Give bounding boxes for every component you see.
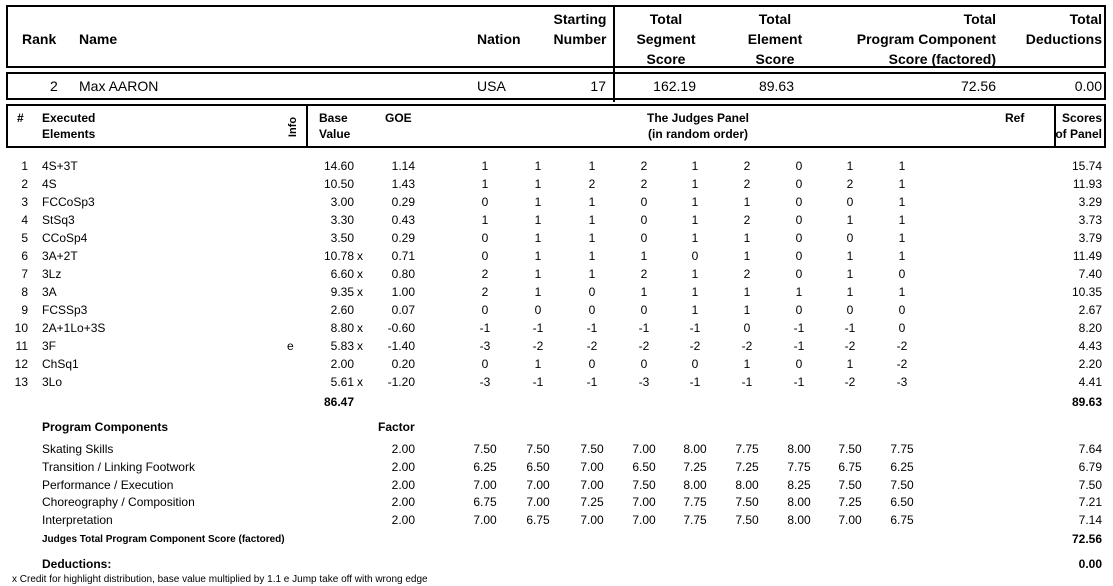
element-code: 2A+1Lo+3S (42, 321, 106, 335)
element-code: 3Lz (42, 267, 62, 281)
element-judge-score: -2 (896, 357, 908, 371)
element-judge-score: 1 (534, 177, 542, 191)
element-judge-score: -1 (586, 375, 598, 389)
element-judge-score: -1 (741, 375, 753, 389)
element-judge-score: 1 (898, 159, 906, 173)
element-code: 4S (42, 177, 57, 191)
element-judge-score: 1 (846, 213, 854, 227)
element-goe: 0.20 (391, 357, 415, 371)
pc-factor: 2.00 (391, 495, 415, 509)
element-judge-score: 1 (640, 285, 648, 299)
pc-judge-score: 7.00 (580, 513, 604, 527)
element-code: 3A (42, 285, 57, 299)
pc-panel-score: 7.14 (1078, 513, 1102, 527)
goe-header: GOE (385, 111, 412, 125)
pc-judge-score: 7.75 (735, 442, 759, 456)
skater-deductions: 0.00 (1074, 78, 1102, 94)
skater-nation: USA (477, 78, 506, 94)
element-judge-score: 1 (846, 357, 854, 371)
element-judge-score: 1 (588, 195, 596, 209)
element-judge-score: 0 (588, 303, 596, 317)
skater-name: Max AARON (79, 78, 159, 94)
element-judge-score: 1 (691, 267, 699, 281)
pc-panel-score: 6.79 (1078, 460, 1102, 474)
element-judge-score: 1 (743, 195, 751, 209)
element-judge-score: 0 (640, 303, 648, 317)
element-judge-score: -1 (532, 321, 544, 335)
pc-judge-score: 6.75 (838, 460, 862, 474)
element-judge-score: 1 (898, 177, 906, 191)
element-base-value: 8.80 (330, 321, 354, 335)
executed-header: Executed Elements (42, 111, 96, 141)
element-base-value: 10.50 (323, 177, 354, 191)
pc-judge-score: 7.00 (473, 513, 497, 527)
pc-judge-score: 6.25 (890, 460, 914, 474)
element-judge-score: 2 (743, 267, 751, 281)
pc-judge-score: 7.25 (735, 460, 759, 474)
element-judge-score: -1 (689, 375, 701, 389)
pc-judge-score: 6.25 (473, 460, 497, 474)
elements-header-box (6, 104, 1106, 148)
element-judge-score: 1 (691, 213, 699, 227)
element-judge-score: 0 (795, 303, 803, 317)
pc-judge-score: 7.50 (632, 478, 656, 492)
elements-base-total: 86.47 (323, 395, 354, 409)
pc-panel-score: 7.21 (1078, 495, 1102, 509)
element-judge-score: 1 (743, 357, 751, 371)
element-judge-score: 0 (481, 303, 489, 317)
element-judge-score: 1 (481, 159, 489, 173)
pc-judge-score: 6.50 (632, 460, 656, 474)
element-code: 3Lo (42, 375, 63, 389)
pc-judge-score: 7.00 (580, 460, 604, 474)
element-panel-score: 15.74 (1071, 159, 1102, 173)
footnote: x Credit for highlight distribution, base value multiplied by 1.1 e Jump take off with wrong edge (12, 574, 428, 585)
pc-judge-score: 7.00 (838, 513, 862, 527)
pc-name: Transition / Linking Footwork (42, 460, 195, 474)
element-judge-score: 0 (640, 195, 648, 209)
pc-factor-label: Factor (378, 420, 415, 434)
element-judge-score: 1 (691, 177, 699, 191)
element-code: 3F (42, 339, 57, 353)
pc-judge-score: 7.50 (735, 495, 759, 509)
element-judge-score: 2 (743, 177, 751, 191)
element-goe: -1.20 (387, 375, 415, 389)
element-panel-score: 2.67 (1078, 303, 1102, 317)
element-number: 2 (21, 177, 28, 191)
element-panel-score: 11.49 (1072, 249, 1102, 263)
element-base-value: 2.00 (330, 357, 354, 371)
element-code: 3A+2T (42, 249, 78, 263)
element-judge-score: 1 (898, 285, 906, 299)
element-code: StSq3 (42, 213, 75, 227)
pc-judge-score: 7.50 (838, 442, 862, 456)
pc-judge-score: 7.50 (735, 513, 759, 527)
tes-label: Total Element Score (747, 11, 803, 67)
element-goe: 0.71 (391, 249, 415, 263)
element-judge-score: 0 (481, 195, 489, 209)
element-judge-score: 2 (743, 159, 751, 173)
element-judge-score: 2 (640, 267, 648, 281)
rank-label: Rank (22, 31, 57, 47)
element-judge-score: -2 (741, 339, 753, 353)
element-judge-score: 1 (846, 159, 854, 173)
element-number: 4 (21, 213, 28, 227)
element-judge-score: 2 (846, 177, 854, 191)
pc-name: Interpretation (42, 513, 113, 527)
element-judge-score: 1 (534, 357, 542, 371)
pc-judge-score: 7.00 (580, 478, 604, 492)
element-base-value: 3.00 (330, 195, 354, 209)
tss-label: Total Segment Score (636, 11, 696, 67)
element-judge-score: 0 (481, 231, 489, 245)
element-panel-score: 10.35 (1071, 285, 1102, 299)
element-base-value: 3.30 (330, 213, 354, 227)
pc-factor: 2.00 (391, 478, 415, 492)
element-judge-score: -1 (793, 321, 805, 335)
element-judge-score: 1 (534, 213, 542, 227)
element-panel-score: 2.20 (1078, 357, 1102, 371)
element-judge-score: -2 (586, 339, 598, 353)
header-vline-info (306, 104, 308, 148)
element-judge-score: -2 (638, 339, 650, 353)
element-number: 12 (14, 357, 28, 371)
element-judge-score: 2 (481, 285, 489, 299)
element-judge-score: -1 (793, 339, 805, 353)
skater-starting-number: 17 (590, 78, 606, 94)
element-number: 9 (21, 303, 28, 317)
pc-name: Choreography / Composition (42, 495, 195, 509)
element-bonus-flag: x (357, 249, 363, 263)
element-judge-score: -1 (689, 321, 701, 335)
pc-judge-score: 7.50 (526, 442, 550, 456)
element-judge-score: 1 (846, 285, 854, 299)
element-code: CCoSp4 (42, 231, 88, 245)
element-judge-score: 1 (534, 267, 542, 281)
element-judge-score: 0 (846, 303, 854, 317)
pc-judge-score: 7.00 (632, 513, 656, 527)
element-judge-score: -3 (479, 339, 491, 353)
element-goe: 0.29 (391, 231, 415, 245)
element-judge-score: 0 (795, 213, 803, 227)
element-judge-score: 0 (588, 357, 596, 371)
element-judge-score: 0 (481, 357, 489, 371)
pc-judge-score: 7.00 (632, 442, 656, 456)
pc-judge-score: 8.00 (735, 478, 759, 492)
element-judge-score: 1 (588, 249, 596, 263)
element-info: e (287, 339, 294, 353)
starting-number-label: Starting Number (553, 11, 607, 47)
pc-judge-score: 8.00 (683, 478, 707, 492)
element-judge-score: 1 (743, 249, 751, 263)
element-panel-score: 4.43 (1078, 339, 1102, 353)
element-judge-score: 1 (534, 195, 542, 209)
judges-panel-header: The Judges Panel (in random order) (646, 111, 750, 141)
element-judge-score: 1 (534, 159, 542, 173)
element-judge-score: 1 (691, 159, 699, 173)
pc-judge-score: 7.25 (838, 495, 862, 509)
pc-judge-score: 8.00 (787, 513, 811, 527)
pc-judge-score: 8.00 (787, 442, 811, 456)
element-judge-score: 1 (898, 213, 906, 227)
deductions-value: 0.00 (1078, 557, 1102, 571)
skater-pcs: 72.56 (960, 78, 996, 94)
element-number: 8 (21, 285, 28, 299)
element-judge-score: 0 (795, 249, 803, 263)
element-base-value: 9.35 (330, 285, 354, 299)
element-judge-score: 0 (588, 285, 596, 299)
elements-score-total: 89.63 (1071, 395, 1102, 409)
pc-judge-score: 7.25 (683, 460, 707, 474)
element-judge-score: 0 (795, 195, 803, 209)
element-judge-score: 1 (640, 249, 648, 263)
element-goe: 0.29 (391, 195, 415, 209)
base-value-header: Base Value (319, 111, 351, 141)
nation-label: Nation (477, 31, 521, 47)
pcs-label: Total Program Component Score (factored) (856, 11, 996, 67)
element-judge-score: -3 (479, 375, 491, 389)
element-judge-score: 1 (534, 231, 542, 245)
element-number: 6 (21, 249, 28, 263)
element-judge-score: 0 (795, 267, 803, 281)
ref-header: Ref (1005, 111, 1025, 125)
element-judge-score: 1 (743, 285, 751, 299)
element-judge-score: 0 (898, 321, 906, 335)
element-base-value: 6.60 (330, 267, 354, 281)
info-header: Info (287, 116, 300, 138)
pc-section-title: Program Components (42, 420, 169, 434)
element-judge-score: 1 (743, 231, 751, 245)
element-panel-score: 8.20 (1078, 321, 1102, 335)
element-bonus-flag: x (357, 339, 363, 353)
element-goe: 0.07 (391, 303, 415, 317)
pc-judge-score: 7.75 (683, 495, 707, 509)
element-code: FCSSp3 (42, 303, 88, 317)
element-judge-score: 0 (481, 249, 489, 263)
element-panel-score: 3.73 (1078, 213, 1102, 227)
element-judge-score: 1 (846, 267, 854, 281)
element-panel-score: 3.29 (1078, 195, 1102, 209)
element-number: 5 (21, 231, 28, 245)
pc-judge-score: 7.50 (473, 442, 497, 456)
pc-judge-score: 7.75 (787, 460, 811, 474)
pc-judge-score: 7.50 (580, 442, 604, 456)
element-judge-score: -2 (844, 339, 856, 353)
element-judge-score: -3 (638, 375, 650, 389)
element-base-value: 3.50 (330, 231, 354, 245)
element-number: 7 (21, 267, 28, 281)
element-panel-score: 7.40 (1078, 267, 1102, 281)
element-judge-score: -1 (844, 321, 856, 335)
pc-factor: 2.00 (391, 460, 415, 474)
element-judge-score: 2 (640, 177, 648, 191)
element-goe: 0.80 (391, 267, 415, 281)
element-code: 4S+3T (42, 159, 78, 173)
element-panel-score: 4.41 (1078, 375, 1102, 389)
element-judge-score: -2 (532, 339, 544, 353)
pc-judge-score: 8.00 (683, 442, 707, 456)
element-bonus-flag: x (357, 267, 363, 281)
pc-name: Performance / Execution (42, 478, 174, 492)
pc-judge-score: 7.00 (632, 495, 656, 509)
element-judge-score: -1 (793, 375, 805, 389)
element-judge-score: 1 (898, 195, 906, 209)
element-goe: -1.40 (387, 339, 415, 353)
element-judge-score: 0 (534, 303, 542, 317)
element-base-value: 5.83 (330, 339, 354, 353)
element-judge-score: 0 (795, 159, 803, 173)
element-base-value: 5.61 (330, 375, 354, 389)
element-judge-score: 1 (691, 195, 699, 209)
pc-judge-score: 6.50 (890, 495, 914, 509)
element-judge-score: 0 (846, 231, 854, 245)
deductions-label: Total Deductions (1025, 11, 1102, 47)
element-bonus-flag: x (357, 321, 363, 335)
pc-judge-score: 7.00 (526, 478, 550, 492)
pc-factor: 2.00 (391, 442, 415, 456)
element-number: 10 (14, 321, 28, 335)
element-judge-score: 1 (795, 285, 803, 299)
element-judge-score: 0 (898, 267, 906, 281)
element-judge-score: -1 (586, 321, 598, 335)
element-panel-score: 11.93 (1072, 177, 1102, 191)
element-judge-score: 2 (481, 267, 489, 281)
element-judge-score: 1 (534, 285, 542, 299)
element-judge-score: 0 (898, 303, 906, 317)
num-header: # (17, 111, 24, 125)
element-base-value: 14.60 (323, 159, 354, 173)
element-judge-score: 2 (640, 159, 648, 173)
element-judge-score: 0 (795, 177, 803, 191)
element-number: 13 (14, 375, 28, 389)
element-judge-score: 0 (743, 321, 751, 335)
element-panel-score: 3.79 (1078, 231, 1102, 245)
element-judge-score: -1 (532, 375, 544, 389)
pc-judge-score: 7.75 (683, 513, 707, 527)
element-base-value: 10.78 (323, 249, 354, 263)
element-judge-score: 0 (795, 231, 803, 245)
pc-judge-score: 6.75 (473, 495, 497, 509)
element-judge-score: 1 (691, 303, 699, 317)
element-judge-score: -2 (689, 339, 701, 353)
pc-panel-score: 7.50 (1078, 478, 1102, 492)
element-judge-score: 1 (691, 285, 699, 299)
element-judge-score: 1 (898, 231, 906, 245)
element-goe: -0.60 (387, 321, 415, 335)
pc-panel-score: 7.64 (1078, 442, 1102, 456)
element-judge-score: 0 (846, 195, 854, 209)
element-judge-score: 0 (640, 231, 648, 245)
element-judge-score: 1 (898, 249, 906, 263)
pc-judge-score: 6.75 (890, 513, 914, 527)
element-base-value: 2.60 (330, 303, 354, 317)
pc-judge-score: 7.50 (890, 478, 914, 492)
element-goe: 1.43 (391, 177, 415, 191)
pc-judge-score: 7.25 (580, 495, 604, 509)
pc-total-value: 72.56 (1071, 532, 1102, 546)
pc-judge-score: 8.25 (787, 478, 811, 492)
element-judge-score: 0 (691, 357, 699, 371)
element-number: 1 (21, 159, 28, 173)
name-label: Name (79, 31, 118, 47)
pc-judge-score: 7.50 (838, 478, 862, 492)
element-judge-score: 1 (588, 231, 596, 245)
element-judge-score: 1 (743, 303, 751, 317)
element-judge-score: 0 (640, 213, 648, 227)
element-judge-score: 0 (691, 249, 699, 263)
element-number: 11 (15, 339, 28, 353)
pc-judge-score: 6.75 (526, 513, 550, 527)
element-code: ChSq1 (42, 357, 79, 371)
element-goe: 0.43 (391, 213, 415, 227)
element-judge-score: 1 (846, 249, 854, 263)
element-judge-score: 1 (534, 249, 542, 263)
element-judge-score: -2 (844, 375, 856, 389)
element-judge-score: 1 (691, 231, 699, 245)
element-judge-score: 1 (588, 267, 596, 281)
skater-rank: 2 (50, 78, 58, 94)
pc-judge-score: 7.75 (890, 442, 914, 456)
element-goe: 1.00 (391, 285, 415, 299)
element-judge-score: 1 (588, 159, 596, 173)
element-judge-score: 1 (588, 213, 596, 227)
element-goe: 1.14 (391, 159, 415, 173)
element-judge-score: 1 (481, 213, 489, 227)
element-bonus-flag: x (357, 285, 363, 299)
pc-judge-score: 8.00 (787, 495, 811, 509)
element-code: FCCoSp3 (42, 195, 95, 209)
pc-judge-score: 7.00 (526, 495, 550, 509)
pc-total-label: Judges Total Program Component Score (factored) (42, 534, 285, 545)
element-judge-score: 2 (743, 213, 751, 227)
element-judge-score: -3 (896, 375, 908, 389)
element-judge-score: -2 (896, 339, 908, 353)
element-judge-score: 0 (795, 357, 803, 371)
element-judge-score: -1 (479, 321, 491, 335)
element-judge-score: -1 (638, 321, 650, 335)
pc-judge-score: 6.50 (526, 460, 550, 474)
skater-tss: 162.19 (653, 78, 696, 94)
deductions-label: Deductions: (42, 557, 112, 571)
element-bonus-flag: x (357, 375, 363, 389)
skater-tes: 89.63 (758, 78, 794, 94)
scores-of-panel-header: Scores of Panel (1055, 111, 1102, 141)
pc-judge-score: 7.00 (473, 478, 497, 492)
element-number: 3 (21, 195, 28, 209)
pc-factor: 2.00 (391, 513, 415, 527)
element-judge-score: 2 (588, 177, 596, 191)
pc-name: Skating Skills (42, 442, 114, 456)
element-judge-score: 1 (481, 177, 489, 191)
element-judge-score: 0 (640, 357, 648, 371)
